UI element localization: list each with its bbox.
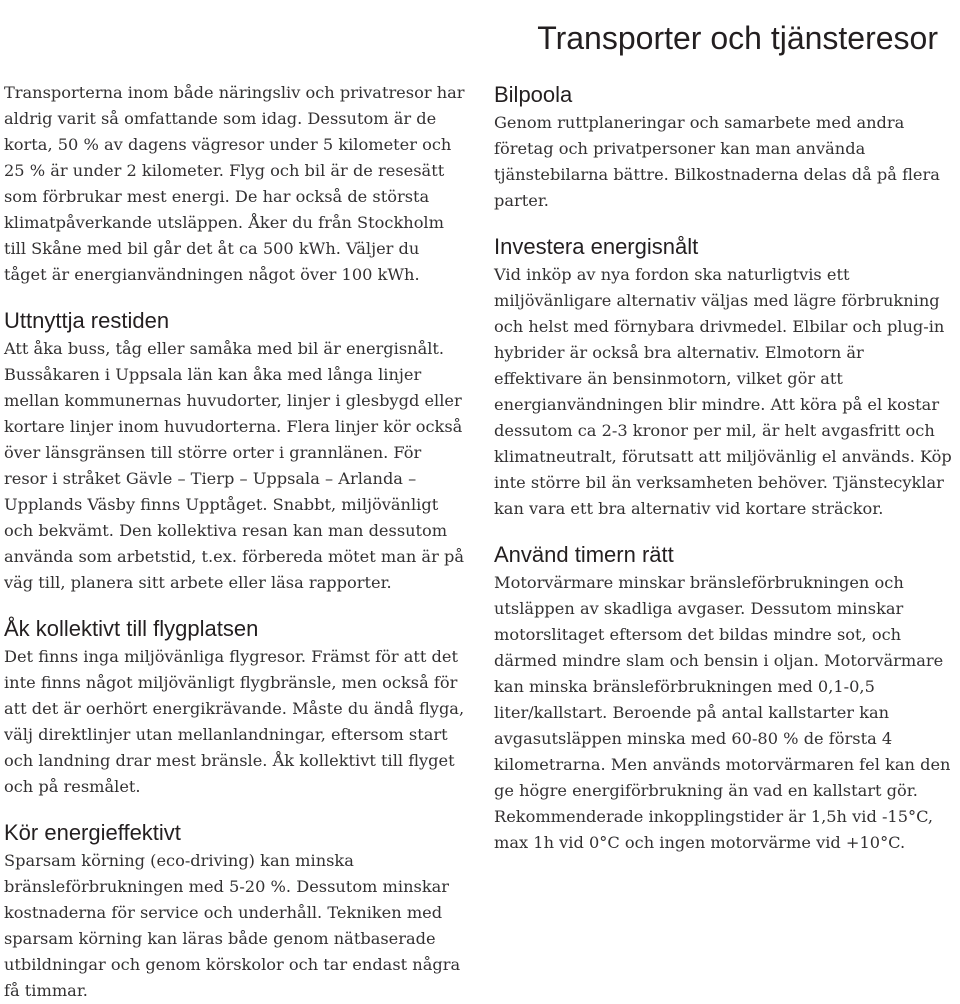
section-body-timern: Motorvärmare minskar bränsleförbrukningen och utsläppen av skadliga avgaser. Dessutom minskar motorslitaget eftersom det bildas mindre sot, och därmed mindre slam och bensin i oljan. Motorvärmare kan minska bränsleförbrukningen med 0,1-0,5 liter/kallstart. Beroende på antal kallstarter kan avgasutsläppen minska med 60-80 % de första 4 kilometrarna. Men används motorvärmaren fel kan den ge högre energiförbrukning än vad en kallstart gör. Rekommenderade inkopplingstider är 1,5h vid -15°C, max 1h vid 0°C och ingen motorvärme vid +10°C. — [494, 573, 951, 852]
section-heading-timern: Använd timern rätt — [494, 542, 674, 567]
intro-paragraph: Transporterna inom både näringsliv och privatresor har aldrig varit så omfattande som idag. Dessutom är de korta, 50 % av dagens vägresor under 5 kilometer och 25 % är under 2 kilometer. Flyg och bil är de resesätt som förbrukar mest energi. De har också de största klimatpåverkande utsläppen. Åker du från Stockholm till Skåne med bil går det åt ca 500 kWh. Väljer du tåget är energianvändningen något över 100 kWh. — [4, 83, 465, 284]
page-title: Transporter och tjänsteresor — [537, 20, 938, 57]
section-body-restiden: Att åka buss, tåg eller samåka med bil är energisnålt. Bussåkaren i Uppsala län kan åka med långa linjer mellan kommunernas huvudorter, linjer i glesbygd eller kortare linjer inom huvudorterna. Flera linjer kör också över länsgränsen till större orter i grannlänen. För resor i stråket Gävle – Tierp – Uppsala – Arlanda – Upplands Väsby finns Upptåget. Snabbt, miljövänligt och bekvämt. Den kollektiva resan kan man dessutom använda som arbetstid, t.ex. förbereda mötet man är på väg till, planera sitt arbete eller läsa rapporter. — [4, 339, 464, 592]
section-heading-investera: Investera energisnålt — [494, 234, 699, 259]
left-column — [4, 80, 466, 1004]
section-heading-flygplatsen: Åk kollektivt till flygplatsen — [4, 616, 259, 641]
section-heading-bilpoola: Bilpoola — [494, 82, 573, 107]
right-column — [494, 80, 956, 856]
section-body-energieffektivt: Sparsam körning (eco-driving) kan minska bränsleförbrukningen med 5-20 %. Dessutom minskar kostnaderna för service och underhåll. Tekniken med sparsam körning kan läras både genom nätbaserade utbildningar och genom körskolor och tar endast några få timmar. — [4, 851, 461, 1000]
section-body-investera: Vid inköp av nya fordon ska naturligtvis ett miljövänligare alternativ väljas med lägre förbrukning och helst med förnybara drivmedel. Elbilar och plug-in hybrider är också bra alternativ. Elmotorn är effektivare än bensinmotorn, vilket gör att energianvändningen blir mindre. Att köra på el kostar dessutom ca 2-3 kronor per mil, är helt avgasfritt och klimatneutralt, förutsatt att miljövänlig el används. Köp inte större bil än verksamheten behöver. Tjänstecyklar kan vara ett bra alternativ vid kortare sträckor. — [494, 265, 952, 518]
section-heading-energieffektivt: Kör energieffektivt — [4, 820, 181, 845]
section-body-flygplatsen: Det finns inga miljövänliga flygresor. Främst för att det inte finns något miljövänligt flygbränsle, men också för att det är oerhört energikrävande. Måste du ändå flyga, välj direktlinjer utan mellanlandningar, eftersom start och landning drar mest bränsle. Åk kollektivt till flyget och på resmålet. — [4, 647, 465, 796]
section-body-bilpoola: Genom ruttplaneringar och samarbete med andra företag och privatpersoner kan man använda tjänstebilarna bättre. Bilkostnaderna delas då på flera parter. — [494, 113, 940, 210]
section-heading-restiden: Uttnyttja restiden — [4, 308, 170, 333]
